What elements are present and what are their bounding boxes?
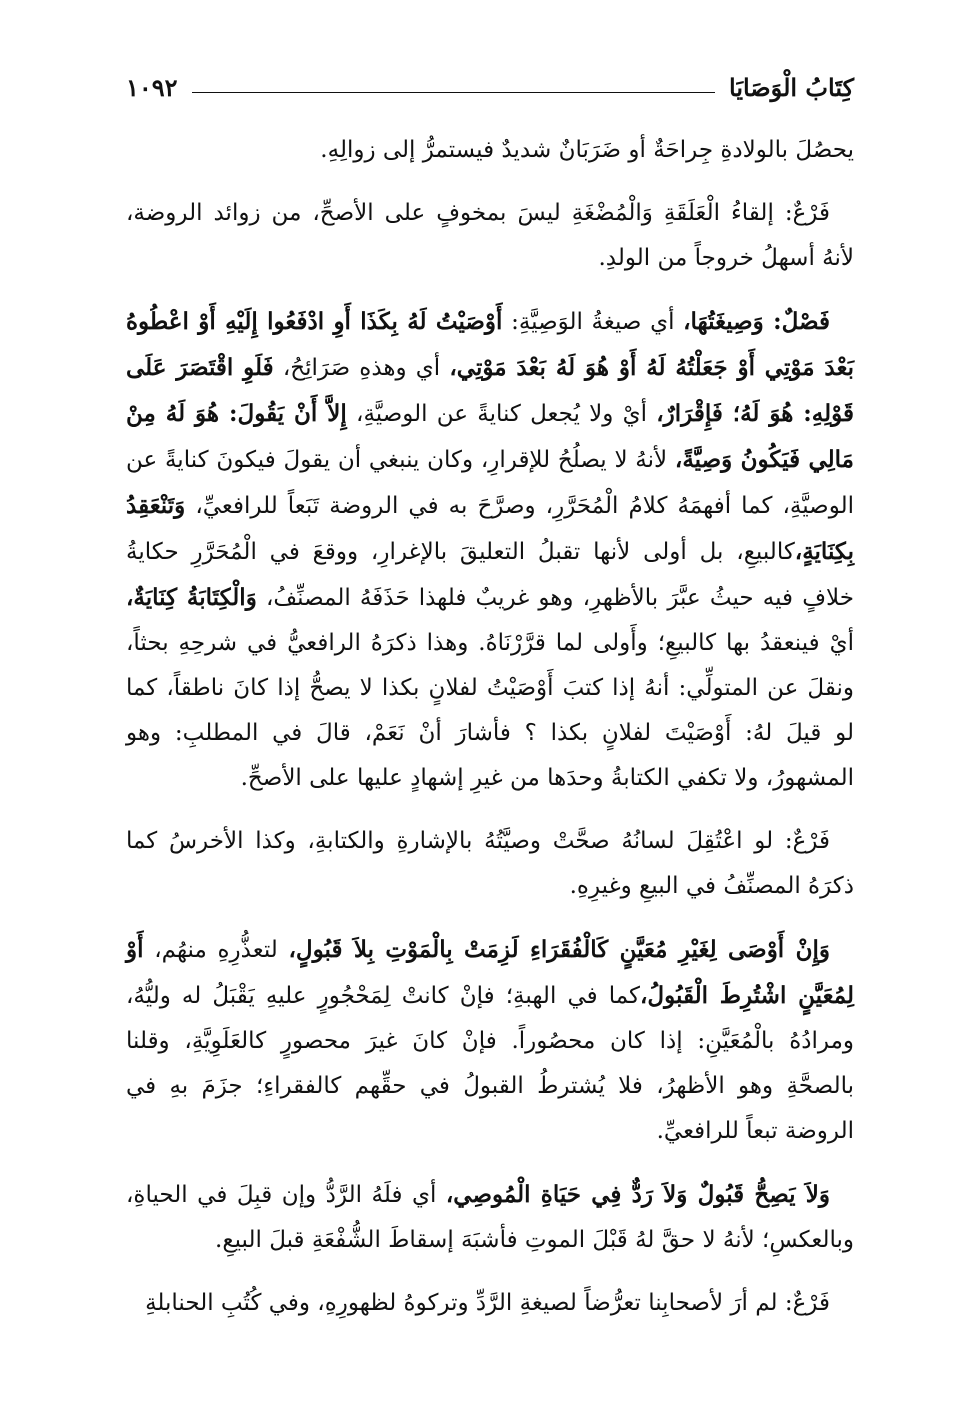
matn-text: أَوْ لِمُعَيَّنٍ اشْتُرِطَ الْقَبُولُ،: [126, 936, 854, 1009]
sharh-text: أي فلَهُ الرَّدُّ وإن قبِلَ في الحياةِ، وبالعكسِ؛ لأنهُ لا حقَّ لهُ قَبْلَ الموتِ فأشبَهَ إسقاطَ الشُّفْعَةِ قبلَ البيعِ.: [126, 1182, 854, 1253]
sharh-text: كالبيعِ، بل أولى لأنها تقبلُ التعليقَ بالإغرارِ، ووقعَ في الْمُحَرَّرِ حكايةُ خلافٍ فيه حيثُ عبَّرَ بالأظهرِ، وهو غريبٌ فلهذا حَذَفَهُ المصنِّفُ،: [126, 539, 854, 611]
paragraph-far-2: فَرْعٌ: لو اعْتُقِلَ لسانُهُ صحَّتْ وصيَّتُهُ بالإشارةِ والكتابةِ، وكذا الأخرسُ كما ذكرَهُ المصنِّفُ في البيعِ وغيرِهِ.: [126, 828, 854, 899]
book-title: كِتَابُ الْوَصَايَا: [729, 73, 854, 102]
header-rule: [192, 92, 715, 93]
matn-text: إِلاَّ أَنْ يَقُولَ: هُوَ لَهُ مِنْ مَالِي فَيَكُونُ وَصِيَّةً،: [126, 400, 855, 473]
paragraph-far-1: فَرْعٌ: إلقاءُ الْعَلَقَةِ وَالْمُضْغَةِ ليسَ بمخوفٍ على الأصحِّ، من زوائد الروضة، لأنهُ أسهلُ خروجاً من الولدِ.: [126, 200, 854, 271]
page-header: [126, 62, 854, 102]
paragraph-continuation: يحصُلَ بالولادةِ جِراحَةٌ أو ضَرَبَانٌ شديدٌ فيستمرُّ إلى زوالِهِ.: [320, 137, 854, 163]
matn-text: وَإِنْ أَوْصَى لِغَيْرِ مُعَيَّنٍ كَالْفُقَرَاءِ لَزِمَتْ بِالْمَوْتِ بِلاَ قَبُولٍ،: [288, 936, 830, 963]
sharh-text: أيْ ولا يُجعل كنايةً عن الوصيَّةِ،: [346, 401, 657, 427]
matn-text: فَصْلٌ: وَصِيغَتُهَا،: [683, 308, 830, 335]
sharh-text: كما في الهبةِ؛ فإنْ كانتْ لِمَحْجُورٍ عليهِ يَقْبَلُ له وليُّهُ، ومرادُهُ بالْمُعَيَّنِ: إذا كان محصُوراً. فإنْ كانَ غيرَ محصورٍ كالعَلَوِيَّةِ، وقلنا بالصحَّةِ وهو الأظهرُ، فلا يُشترطُ القبولُ في حقِّهم كالفقراءِ؛ جزَمَ بهِ في الروضة تبعاً للرافعيِّ.: [126, 983, 854, 1144]
paragraph-rejection: [126, 1172, 854, 1263]
paragraph-far-3: فَرْعٌ: لم أرَ لأصحابِنا تعرُّضاً لصيغةِ الرَّدِّ وتركوهُ لظهورِهِ، وفي كُتُبِ الحنابلةِ: [145, 1290, 830, 1316]
matn-text: وَالْكِتَابَةُ كِنَايَةٌ،: [126, 584, 257, 611]
sharh-text: أي وهذهِ صَرَائِحُ،: [273, 355, 450, 381]
sharh-text: لأنهُ لا يصلُحُ للإقرارِ، وكان ينبغي أن يقولَ فيكونَ كنايةً عن الوصيَّةِ، كما أفهمَهُ كلامُ الْمُحَرَّرِ، وصرَّحَ به في الروضة تَبَعاً للرافعيِّ،: [126, 447, 854, 519]
sharh-text: أيْ فينعقدُ بها كالبيعِ؛ وأَولى لما قرَّرْنَاهُ. وهذا ذكرَهُ الرافعيُّ في شرحِهِ بحثاً، ونقلَ عن المتولِّي: أنهُ إذا كتبَ أَوْصَيْتُ لفلانٍ بكذا لا يصحُّ إذا كانَ ناطقاً، كما لو قيلَ لهُ: أَوْصَيْتَ لفلانٍ بكذا ؟ فأشارَ أنْ نَعَمْ، قالَ في المطلبِ: وهو المشهورُ، ولا تكفي الكتابةُ وحدَها من غيرِ إشهادٍ عليها على الأصحِّ.: [126, 630, 855, 791]
paragraph-fasl-wording: [126, 299, 854, 801]
matn-text: فَلَوِ اقْتَصَرَ عَلَى قَوْلِهِ: هُوَ لَهُ؛ فَإِقْرَارٌ،: [126, 354, 855, 427]
sharh-text: أي صيغةُ الوَصِيَّةِ:: [502, 309, 684, 335]
sharh-text: لتعذُّرِهِ منهُم،: [143, 937, 289, 963]
matn-text: وَتَنْعَقِدُ بِكِنَايَةٍ،: [126, 492, 854, 565]
paragraph-acceptance: [126, 927, 854, 1154]
matn-text: وَلاَ يَصِحُّ قَبُولٌ وَلاَ رَدٌّ فِي حَيَاةِ الْمُوصِي،: [445, 1181, 830, 1208]
page-number: ١٠٩٢: [126, 73, 178, 102]
matn-text: أَوْصَيْتُ لَهُ بِكَذَا أَوِ ادْفَعُوا إِلَيْهِ أَوْ اعْطُوهُ بَعْدَ مَوْتِي أَوْ جَعَلْتُهُ لَهُ أَوْ هُوَ لَهُ بَعْدَ مَوْتِي،: [126, 308, 855, 381]
